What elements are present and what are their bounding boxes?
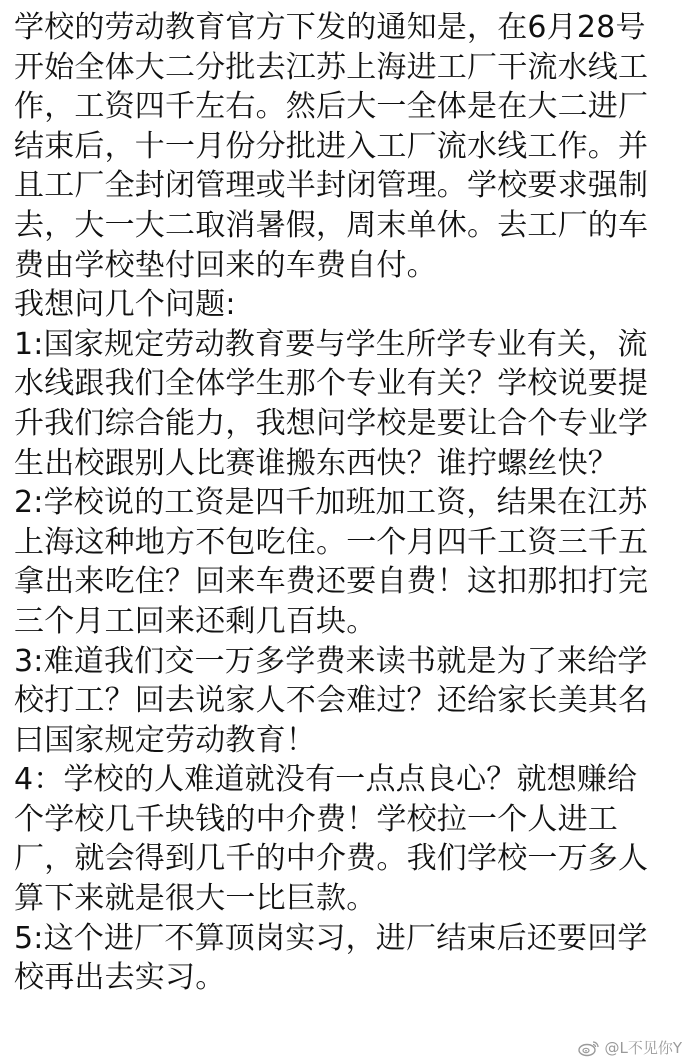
post-line: 校再出去实习。 bbox=[14, 960, 226, 996]
post-line: 去，大一大二取消暑假，周末单休。去工厂的车 bbox=[14, 207, 649, 243]
post-line: 5:这个进厂不算顶岗实习，进厂结束后还要回学 bbox=[14, 920, 648, 956]
post-line: 4：学校的人难道就没有一点点良心？就想赚给 bbox=[14, 762, 638, 798]
post-line: 作，工资四千左右。然后大一全体是在大二进厂 bbox=[14, 89, 649, 125]
post-line: 拿出来吃住？回来车费还要自费！这扣那扣打完 bbox=[14, 564, 649, 600]
post-line: 个学校几千块钱的中介费！学校拉一个人进工 bbox=[14, 801, 618, 837]
post-line: 结束后，十一月份分批进入工厂流水线工作。并 bbox=[14, 128, 649, 164]
post-line: 厂，就会得到几千的中介费。我们学校一万多人 bbox=[14, 841, 649, 877]
post-body bbox=[14, 8, 680, 998]
post-line: 学校的劳动教育官方下发的通知是，在6月28号 bbox=[14, 10, 646, 45]
post-line: 2:学校说的工资是四千加班加工资，结果在江苏 bbox=[14, 485, 648, 521]
post-line: 我想问几个问题: bbox=[14, 287, 236, 323]
weibo-logo-icon bbox=[578, 1039, 600, 1057]
post-line: 且工厂全封闭管理或半封闭管理。学校要求强制 bbox=[14, 168, 649, 204]
post-line: 升我们综合能力，我想问学校是要让合个专业学 bbox=[14, 405, 649, 441]
post-line: 1:国家规定劳动教育要与学生所学专业有关，流 bbox=[14, 326, 648, 362]
post-line: 3:难道我们交一万多学费来读书就是为了来给学 bbox=[14, 643, 648, 679]
weibo-watermark bbox=[578, 1037, 682, 1058]
post-line: 校打工？回去说家人不会难过？还给家长美其名 bbox=[14, 683, 649, 719]
watermark-text: @L不见你Y bbox=[604, 1039, 682, 1057]
post-line: 曰国家规定劳动教育！ bbox=[14, 722, 316, 758]
post-line: 算下来就是很大一比巨款。 bbox=[14, 881, 377, 917]
post-line: 生出校跟别人比赛谁搬东西快？谁拧螺丝快？ bbox=[14, 445, 618, 481]
post-line: 上海这种地方不包吃住。一个月四千工资三千五 bbox=[14, 524, 649, 560]
post-line: 水线跟我们全体学生那个专业有关？学校说要提 bbox=[14, 366, 649, 402]
post-line: 三个月工回来还剩几百块。 bbox=[14, 603, 377, 639]
post-line: 开始全体大二分批去江苏上海进工厂干流水线工 bbox=[14, 49, 649, 85]
post-line: 费由学校垫付回来的车费自付。 bbox=[14, 247, 437, 283]
